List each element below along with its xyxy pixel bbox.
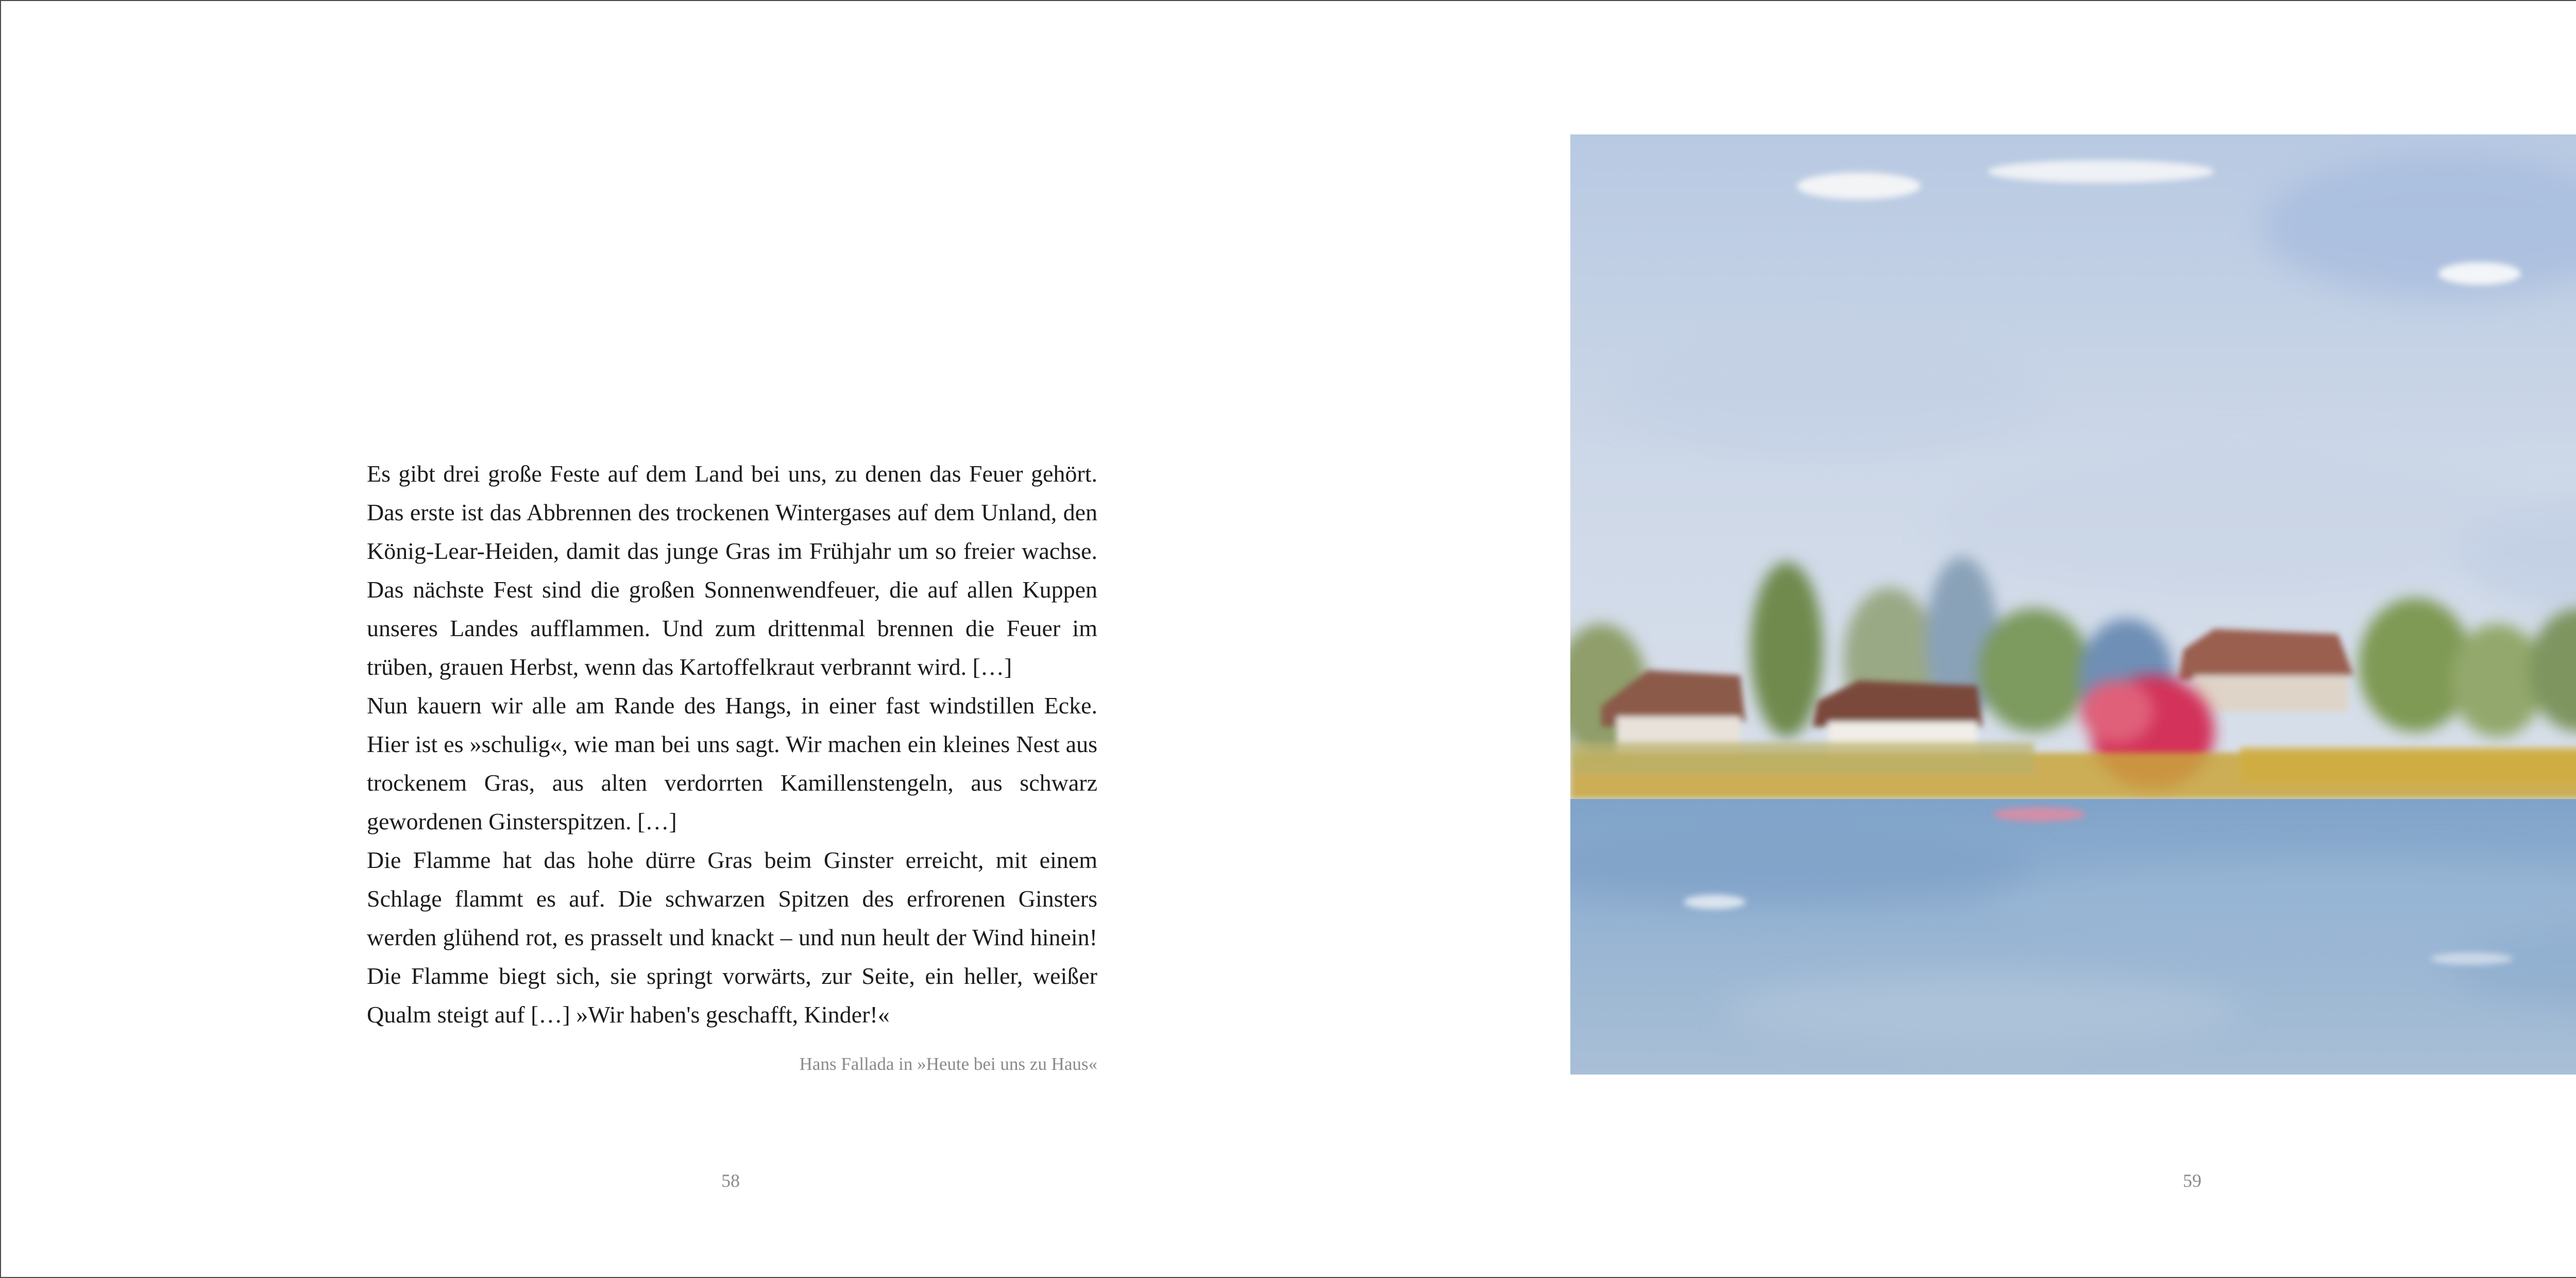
watercolor-landscape-svg xyxy=(1570,134,2576,1075)
paragraph-3: Die Flamme hat das hohe dürre Gras beim Ginster erreicht, mit einem Schlage flammt es auf. Die schwarzen Spitzen des erfrorenen Ginsters werden glühend rot, es prasselt und knackt – und nun heult der Wind hinein! Die Flamme biegt sich, sie springt vorwärts, zur Seite, ein heller, weißer Qualm steigt auf […] »Wir haben's geschafft, Kinder!« xyxy=(367,847,1097,1028)
paragraph-2: Nun kauern wir alle am Rande des Hangs, in einer fast windstillen Ecke. Hier ist es »schulig«, wie man bei uns sagt. Wir machen ein kleines Nest aus trockenem Gras, aus alten verdorrten Kamillenstengeln, aus schwarz gewordenen Ginsterspitzen. […] xyxy=(367,692,1097,834)
watercolor-landscape-image xyxy=(1570,134,2576,1075)
paragraph-1: Es gibt drei große Feste auf dem Land bei uns, zu denen das Feuer gehört. Das erste ist das Abbrennen des trockenen Wintergases auf dem Unland, den König-Lear-Heiden, damit das junge Gras im Frühjahr um so freier wachse. Das nächste Fest sind die großen Sonnenwendfeuer, die auf allen Kuppen unseres Landes aufflammen. Und zum drittenmal brennen die Feuer im trüben, grauen Herbst, wenn das Kartoffelkraut verbrannt wird. […] xyxy=(367,461,1097,680)
page-number-right: 59 xyxy=(2183,1170,2201,1191)
right-page xyxy=(1462,1,2576,1277)
excerpt-text xyxy=(367,454,1097,1034)
source-attribution: Hans Fallada in »Heute bei uns zu Haus« xyxy=(799,1054,1097,1074)
page-number-left: 58 xyxy=(721,1170,740,1191)
left-page xyxy=(1,1,1462,1277)
